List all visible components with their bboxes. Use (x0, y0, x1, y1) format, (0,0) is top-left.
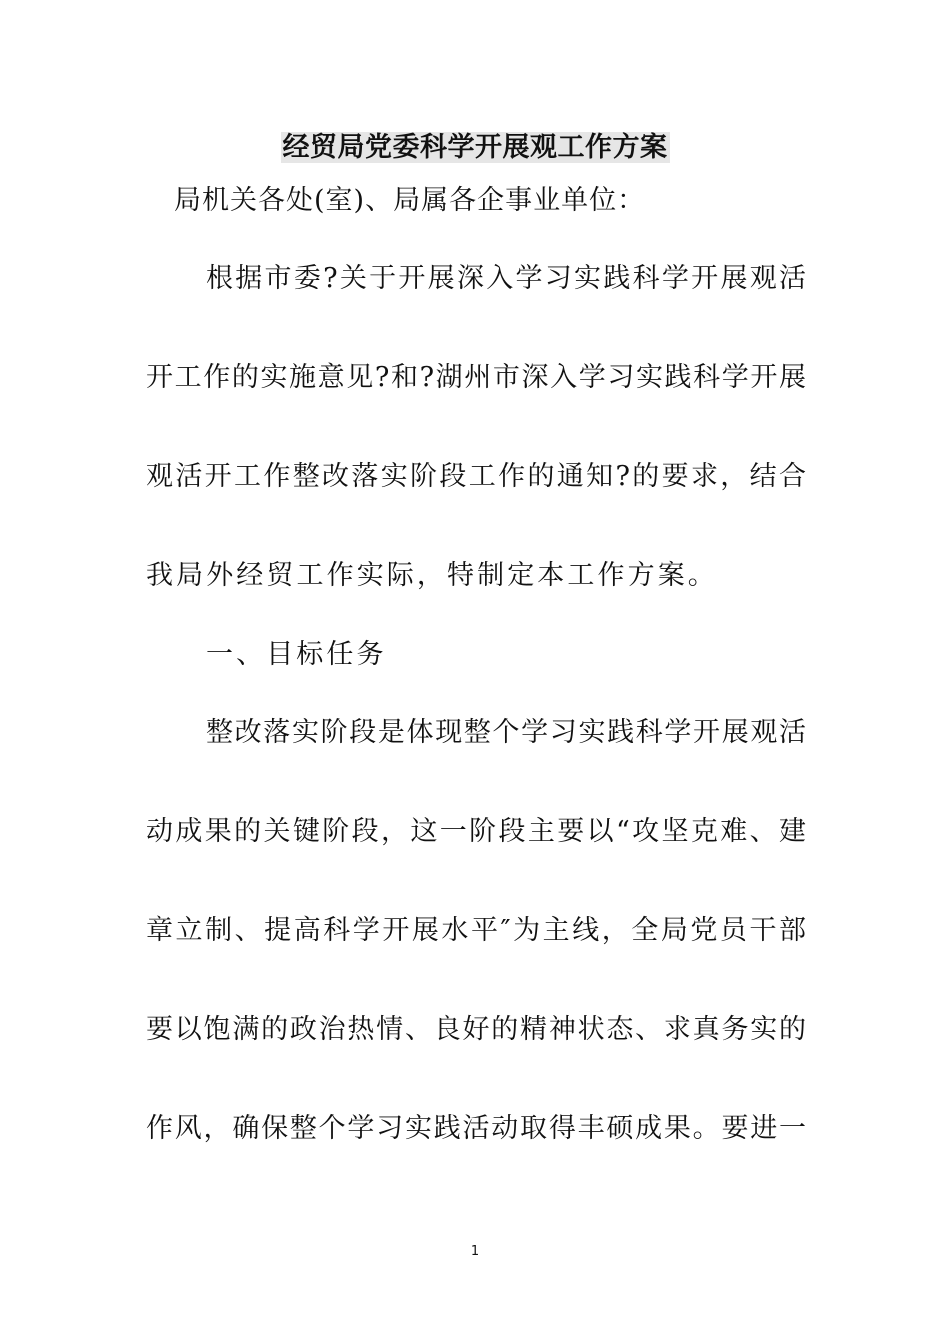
paragraph-line: 观活开工作整改落实阶段工作的通知?的要求，结合 (146, 461, 806, 492)
paragraph-line: 整改落实阶段是体现整个学习实践科学开展观活 (206, 717, 806, 748)
paragraph-line: 根据市委?关于开展深入学习实践科学开展观活 (206, 263, 806, 294)
section-heading: 一、目标任务 (206, 639, 387, 670)
page-number: 1 (470, 1244, 480, 1259)
paragraph-line: 我局外经贸工作实际，特制定本工作方案。 (146, 560, 718, 591)
paragraph-line: 章立制、提高科学开展水平″为主线，全局党员干部 (146, 915, 806, 946)
salutation: 局机关各处(室)、局属各企事业单位： (174, 185, 646, 216)
document-title (0, 128, 950, 168)
paragraph-line: 动成果的关键阶段，这一阶段主要以“攻坚克难、建 (146, 816, 806, 847)
document-title-text: 经贸局党委科学开展观工作方案 (282, 132, 668, 163)
paragraph-line: 开工作的实施意见?和?湖州市深入学习实践科学开展 (146, 362, 806, 393)
paragraph-line: 作风，确保整个学习实践活动取得丰硕成果。要进一 (146, 1113, 806, 1144)
paragraph-line: 要以饱满的政治热情、良好的精神状态、求真务实的 (146, 1014, 806, 1045)
